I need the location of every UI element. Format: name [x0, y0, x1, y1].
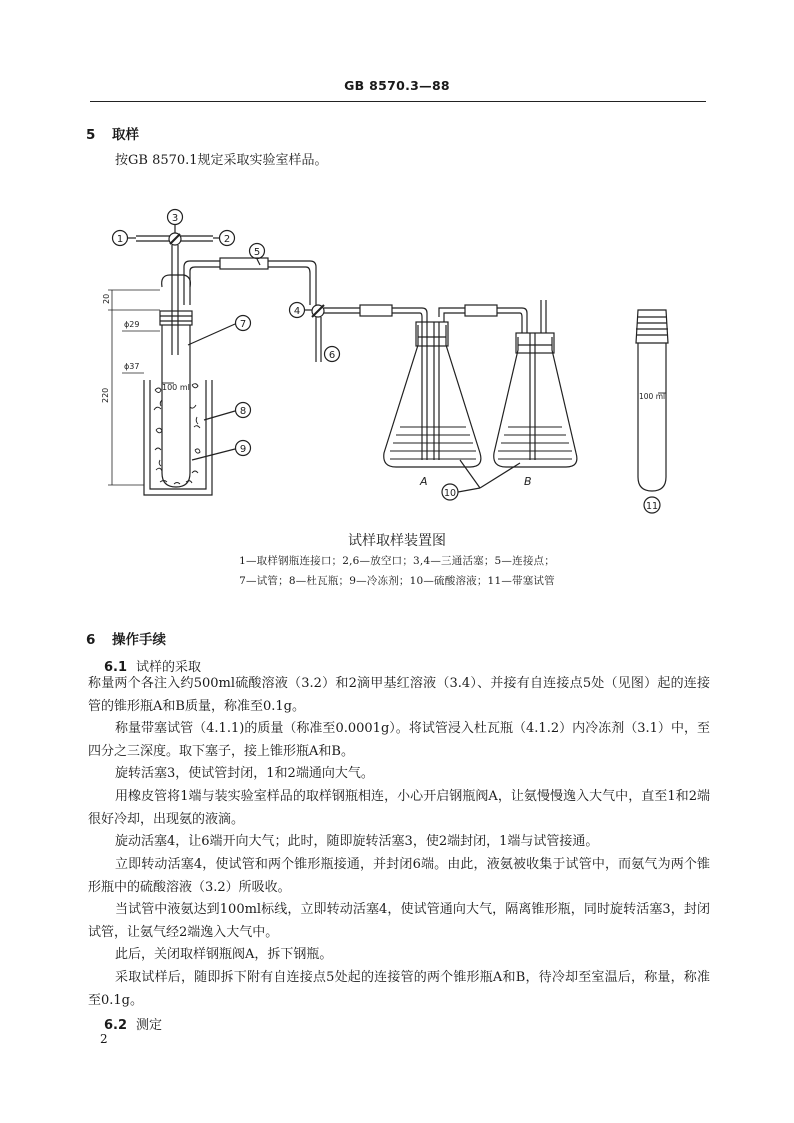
callout-2	[220, 231, 235, 246]
dim-20-label: 20	[102, 293, 111, 304]
callout-3	[168, 210, 183, 225]
paragraph-1: 称量两个各注入约500ml硫酸溶液（3.2）和2滴甲基红溶液（3.4）、并接有自连接点5处（见图）起的连接管的锥形瓶A和B质量，称准至0.1g。	[88, 676, 710, 714]
paragraph-7: 当试管中液氨达到100ml标线，立即转动活塞4，使试管通向大气，隔离锥形瓶，同时旋转活塞3，封闭试管，让氨气经2端逸入大气中。	[88, 902, 710, 940]
callout-11-label: 11	[645, 501, 659, 512]
callout-6	[325, 347, 340, 362]
callout-6-label: 6	[328, 350, 336, 361]
callout-8	[236, 403, 251, 418]
callout-10	[442, 484, 458, 500]
standard-code-header: GB 8570.3—88	[344, 78, 450, 93]
dewar-flask	[144, 380, 212, 495]
figure-legend-line-1: 1—取样钢瓶连接口；2,6—放空口；3,4—三通活塞；5—连接点；	[239, 555, 555, 567]
callout-7-label: 7	[239, 319, 247, 330]
stopcock-4	[312, 305, 324, 317]
header-rule	[90, 101, 706, 102]
callout-1	[113, 231, 128, 246]
subsection-6-2-heading	[104, 1014, 162, 1033]
paragraph-8: 此后，关闭取样钢瓶阀A，拆下钢瓶。	[115, 947, 333, 962]
callout-2-label: 2	[223, 234, 231, 245]
callout-8-label: 8	[239, 406, 247, 417]
test-tube	[160, 275, 192, 487]
callout-9-label: 9	[239, 444, 247, 455]
page-number: 2	[100, 1032, 108, 1046]
stopcock-3	[136, 233, 213, 245]
callout-10-label: 10	[443, 488, 457, 499]
dim-phi37-label: ϕ37	[124, 362, 140, 371]
subsection-6-1-title: 试样的采取	[136, 660, 202, 675]
callout-4	[290, 303, 305, 318]
section-6-number: 6	[86, 632, 96, 648]
flask-a-label: A	[420, 475, 428, 488]
section-5-text: 按GB 8570.1规定采取实验室样品。	[115, 153, 328, 168]
test-tube-100ml-label: 100 ml	[162, 383, 190, 392]
dim-phi29-label: ϕ29	[124, 320, 140, 329]
flask-b-label: B	[524, 475, 532, 488]
paragraph-3: 旋转活塞3，使试管封闭，1和2端通向大气。	[115, 766, 374, 781]
callout-4-label: 4	[293, 306, 301, 317]
callout-5-label: 5	[253, 247, 261, 258]
flask-b	[494, 300, 577, 467]
callout-7	[236, 316, 251, 331]
dim-220-label: 220	[101, 387, 110, 403]
callout-9	[236, 441, 251, 456]
subsection-6-2-title: 测定	[136, 1018, 163, 1033]
callout-5	[250, 244, 265, 259]
paragraph-4: 用橡皮管将1端与装实验室样品的取样钢瓶相连，小心开启钢瓶阀A，让氨慢慢逸入大气中，直至1和2端很好冷却，出现氨的液滴。	[88, 789, 710, 827]
section-5-title: 取样	[112, 127, 139, 143]
paragraph-6: 立即转动活塞4，使试管和两个锥形瓶接通，并封闭6端。由此，液氨被收集于试管中，而氨气为两个锥形瓶中的硫酸溶液（3.2）所吸收。	[88, 857, 710, 895]
section-6-heading	[86, 628, 166, 648]
subsection-6-2-number: 6.2	[104, 1018, 128, 1033]
section-6-title: 操作手续	[112, 632, 166, 648]
stoppered-tube-100ml-label: 100 ml	[639, 392, 666, 401]
flask-a	[384, 308, 481, 467]
section-5-heading	[86, 123, 139, 143]
section-5-number: 5	[86, 127, 96, 143]
paragraph-5: 旋动活塞4，让6端开向大气；此时，随即旋转活塞3，使2端封闭，1端与试管接通。	[115, 834, 599, 849]
callout-11	[644, 497, 660, 513]
paragraph-9: 采取试样后，随即拆下附有自连接点5处起的连接管的两个锥形瓶A和B，待冷却至室温后，称量，称准至0.1g。	[88, 970, 710, 1008]
connection-point-5	[220, 258, 268, 269]
figure-caption: 试样取样装置图	[348, 533, 446, 549]
figure-legend-line-2: 7—试管；8—杜瓦瓶；9—冷冻剂；10—硫酸溶液；11—带塞试管	[239, 575, 555, 587]
paragraph-2: 称量带塞试管（4.1.1)的质量（称准至0.0001g）。将试管浸入杜瓦瓶（4.1.2）内冷冻剂（3.1）中，至四分之三深度。取下塞子，接上锥形瓶A和B。	[88, 721, 710, 759]
sampling-apparatus-figure	[100, 205, 700, 525]
coolant-pattern	[154, 384, 200, 484]
callout-1-label: 1	[116, 234, 124, 245]
callout-3-label: 3	[171, 213, 179, 224]
subsection-6-1-number: 6.1	[104, 660, 128, 675]
